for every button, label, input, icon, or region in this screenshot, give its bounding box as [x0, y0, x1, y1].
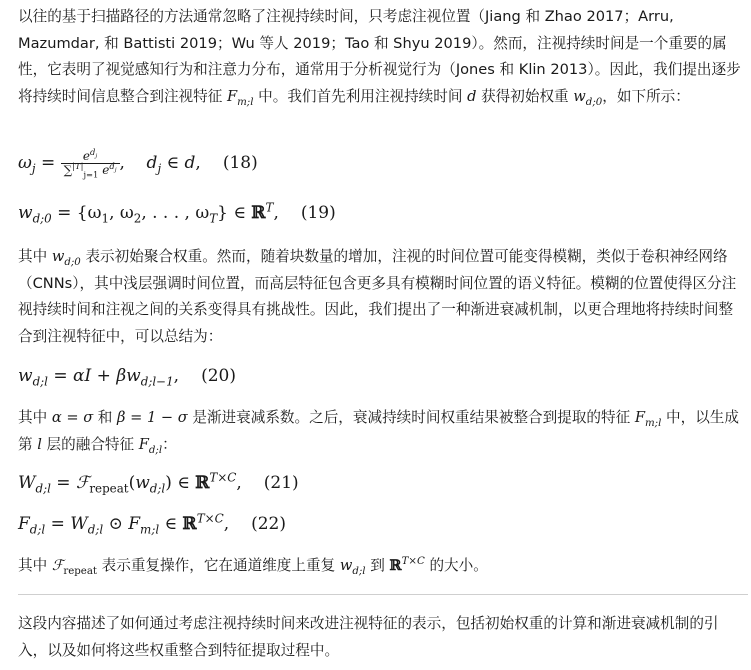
section-divider — [18, 594, 748, 595]
equation-21: $W_{d;l}$ = $ℱ_{repeat}(w_{d;l})$ ∈ ℝ$^{T\times C}$, (21) — [18, 470, 299, 496]
math-initial-weight: $w_{d;0}$ — [573, 87, 603, 108]
equation-number-18: (18) — [222, 153, 258, 173]
math-duration: d — [467, 87, 477, 105]
paragraph-summary: 这段内容描述了如何通过考虑注视持续时间来改进注视特征的表示，包括初始权重的计算和渐进衰减机制的引入，以及如何将这些权重整合到特征提取过程中。 — [18, 615, 719, 659]
math-initial-weight-ref: $w_{d;0}$ — [51, 248, 81, 268]
intro-text-3: 获得初始权重 — [476, 87, 574, 105]
equation-22: $F_{d;l} = W_{d;l}$ ⊙ $F_{m;l}$ ∈ ℝ$^{T\times C}$, (22) — [18, 511, 286, 537]
intro-text-4: ，如下所示： — [602, 87, 690, 105]
intro-text-1: 以往的基于扫描路径的方法通常忽略了注视持续时间，只考虑注视位置（Jiang 和 Zhao 2017；Arru, Mazumdar, 和 Battisti 2019；Wu 等人 2019；Tao 和 Shyu 2019）。然而，注视持续时间是一个重要的属性，它表明了视觉感知行为和注意力分布，通常用于分析视觉行为（Jones 和 Klin 2013）。因此，我们提出逐步将持续时间信息整合到注视特征 — [18, 8, 741, 105]
paragraph-fusion: 其中 α = σ 和 β = 1 − σ 是渐进衰减系数。之后，衰减持续时间权重结果被整合到提取的特征 $F_{m;l}$ 中，以生成第 l 层的融合特征 $F_{d;l}$： — [18, 409, 739, 456]
equation-number-20: (20) — [201, 366, 236, 386]
math-fixation-feature: $F_{m;l}$ — [226, 87, 254, 108]
equation-number-21: (21) — [263, 473, 299, 493]
equation-18: $\omega_j$ = $\frac{e^{d_j}}{\sum^{|T|}_{j=1} e^{d_j}}$ , $d_j$ ∈ d, (18) — [18, 147, 258, 180]
paragraph-intro — [18, 4, 744, 110]
paragraph-repeat: 其中 ℱ$_{repeat}$ 表示重复操作，它在通道维度上重复 $w_{d;l}$ 到 ℝ$^{T\times C}$ 的大小。 — [18, 556, 488, 577]
softmax-fraction: $\frac{e^{d_j}}{\sum^{|T|}_{j=1} e^{d_j}}$ — [61, 150, 120, 177]
equation-number-19: (19) — [300, 203, 336, 223]
intro-text-2: 中。我们首先利用注视持续时间 — [253, 87, 468, 105]
equation-19: $w_{d;0} = \{\omega_1$, $\omega_2$, . . . , $\omega_T$} ∈ ℝ$^T$, (19) — [18, 200, 336, 226]
equation-20: $w_{d;l} = \alpha I + \beta w_{d;l-1}$, (20) — [18, 366, 236, 389]
equation-number-22: (22) — [251, 514, 286, 534]
paragraph-decay: 其中 $w_{d;0}$ 表示初始聚合权重。然而，随着块数量的增加，注视的时间位置可能变得模糊，类似于卷积神经网络（CNNs），其中浅层强调时间位置，而高层特征包含更多具有模糊时间位置的语义特征。模糊的位置使得区分注视持续时间和注视之间的关系变得具有挑战性。因此，我们提出了一种渐进衰减机制，以更合理地将持续时间整合到注视特征中，可以总结为： — [18, 248, 737, 345]
